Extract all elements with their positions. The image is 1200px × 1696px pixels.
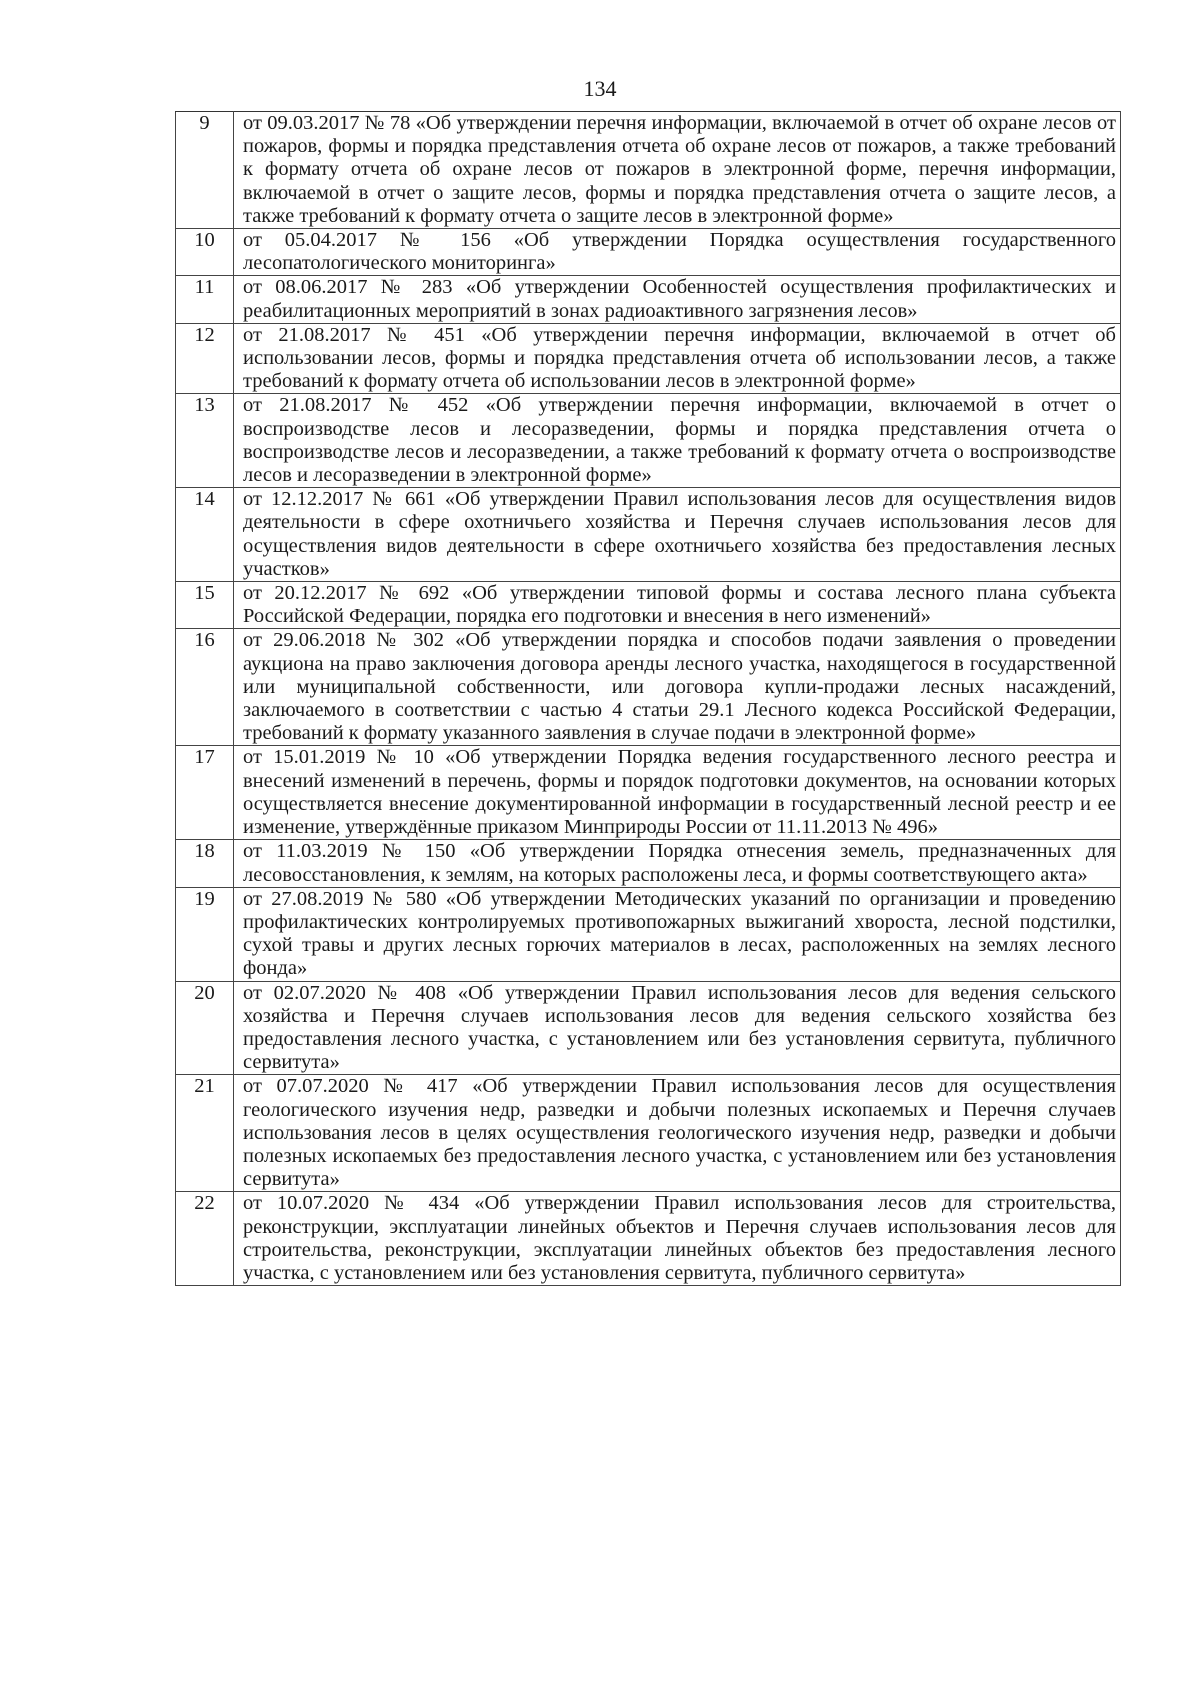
table-row bbox=[176, 112, 1121, 229]
row-text: от 07.07.2020 № 417 «Об утверждении Правил использования лесов для осуществления геологического изучения недр, разведки и добычи полезных ископаемых и Перечня случаев использования лесов в целях осуществления геологического изучения недр, разведки и добычи полезных ископаемых без предоставления лесного участка, с установлением или без установления сервитута» bbox=[234, 1075, 1121, 1192]
row-text: от 09.03.2017 № 78 «Об утверждении перечня информации, включаемой в отчет об охране лесов от пожаров, формы и порядка представления отчета об охране лесов от пожаров, а также требований к формату отчета об охране лесов от пожаров в электронной форме, перечня информации, включаемой в отчет о защите лесов, формы и порядка представления отчета о защите лесов, а также требований к формату отчета о защите лесов в электронной форме» bbox=[234, 112, 1121, 229]
row-text: от 15.01.2019 № 10 «Об утверждении Порядка ведения государственного лесного реестра и внесений изменений в перечень, формы и порядок подготовки документов, на основании которых осуществляется внесение документированной информации в государственный лесной реестр и ее изменение, утверждённые приказом Минприроды России от 11.11.2013 № 496» bbox=[234, 746, 1121, 840]
row-text: от 08.06.2017 № 283 «Об утверждении Особенностей осуществления профилактических и реабилитационных мероприятий в зонах радиоактивного загрязнения лесов» bbox=[234, 276, 1121, 323]
row-text: от 21.08.2017 № 452 «Об утверждении перечня информации, включаемой в отчет о воспроизводстве лесов и лесоразведении, формы и порядка представления отчета о воспроизводстве лесов и лесоразведении, а также требований к формату отчета о воспроизводстве лесов и лесоразведении в электронной форме» bbox=[234, 394, 1121, 488]
table-row bbox=[176, 1075, 1121, 1192]
table-row bbox=[176, 1192, 1121, 1286]
table-row bbox=[176, 629, 1121, 746]
table-row bbox=[176, 229, 1121, 276]
row-number: 15 bbox=[176, 582, 234, 629]
row-text: от 27.08.2019 № 580 «Об утверждении Методических указаний по организации и проведению профилактических контролируемых противопожарных выжиганий хвороста, лесной подстилки, сухой травы и других лесных горючих материалов в лесах, расположенных на землях лесного фонда» bbox=[234, 887, 1121, 981]
row-number: 19 bbox=[176, 887, 234, 981]
table-row bbox=[176, 582, 1121, 629]
row-number: 18 bbox=[176, 840, 234, 887]
row-number: 17 bbox=[176, 746, 234, 840]
table-row bbox=[176, 488, 1121, 582]
row-number: 9 bbox=[176, 112, 234, 229]
row-number: 22 bbox=[176, 1192, 234, 1286]
row-text: от 11.03.2019 № 150 «Об утверждении Порядка отнесения земель, предназначенных для лесовосстановления, к землям, на которых расположены леса, и формы соответствующего акта» bbox=[234, 840, 1121, 887]
row-text: от 20.12.2017 № 692 «Об утверждении типовой формы и состава лесного плана субъекта Российской Федерации, порядка его подготовки и внесения в него изменений» bbox=[234, 582, 1121, 629]
row-number: 12 bbox=[176, 323, 234, 394]
table-row bbox=[176, 394, 1121, 488]
orders-table-body bbox=[176, 112, 1121, 1286]
row-number: 11 bbox=[176, 276, 234, 323]
table-row bbox=[176, 981, 1121, 1075]
orders-table bbox=[175, 111, 1121, 1286]
row-text: от 29.06.2018 № 302 «Об утверждении порядка и способов подачи заявления о проведении аукциона на право заключения договора аренды лесного участка, находящегося в государственной или муниципальной собственности, или договора купли-продажи лесных насаждений, заключаемого в соответствии с частью 4 статьи 29.1 Лесного кодекса Российской Федерации, требований к формату указанного заявления в случае подачи в электронной форме» bbox=[234, 629, 1121, 746]
row-text: от 02.07.2020 № 408 «Об утверждении Правил использования лесов для ведения сельского хозяйства и Перечня случаев использования лесов для ведения сельского хозяйства без предоставления лесного участка, с установлением или без установления сервитута, публичного сервитута» bbox=[234, 981, 1121, 1075]
row-number: 10 bbox=[176, 229, 234, 276]
table-row bbox=[176, 276, 1121, 323]
row-text: от 10.07.2020 № 434 «Об утверждении Правил использования лесов для строительства, реконструкции, эксплуатации линейных объектов и Перечня случаев использования лесов для строительства, реконструкции, эксплуатации линейных объектов без предоставления лесного участка, с установлением или без установления сервитута, публичного сервитута» bbox=[234, 1192, 1121, 1286]
page-number: 134 bbox=[583, 76, 617, 101]
row-number: 20 bbox=[176, 981, 234, 1075]
row-text: от 12.12.2017 № 661 «Об утверждении Правил использования лесов для осуществления видов деятельности в сфере охотничьего хозяйства и Перечня случаев использования лесов для осуществления видов деятельности в сфере охотничьего хозяйства без предоставления лесных участков» bbox=[234, 488, 1121, 582]
table-row bbox=[176, 840, 1121, 887]
table-row bbox=[176, 746, 1121, 840]
table-row bbox=[176, 887, 1121, 981]
row-text: от 21.08.2017 № 451 «Об утверждении перечня информации, включаемой в отчет об использовании лесов, формы и порядка представления отчета об использовании лесов, а также требований к формату отчета об использовании лесов в электронной форме» bbox=[234, 323, 1121, 394]
row-number: 14 bbox=[176, 488, 234, 582]
table-row bbox=[176, 323, 1121, 394]
row-number: 21 bbox=[176, 1075, 234, 1192]
row-number: 16 bbox=[176, 629, 234, 746]
row-number: 13 bbox=[176, 394, 234, 488]
row-text: от 05.04.2017 № 156 «Об утверждении Порядка осуществления государственного лесопатологического мониторинга» bbox=[234, 229, 1121, 276]
